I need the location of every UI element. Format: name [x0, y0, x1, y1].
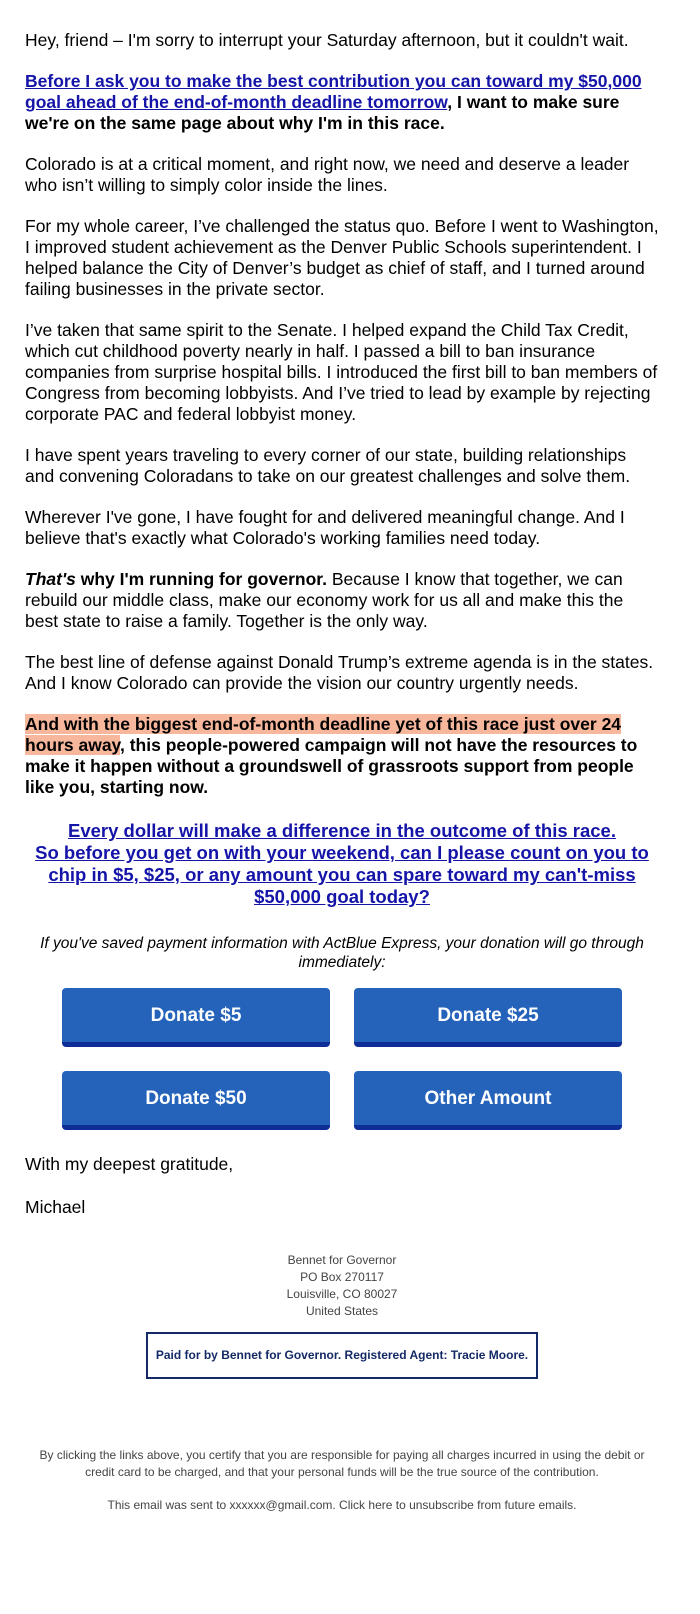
footer-country: United States — [305, 1304, 379, 1318]
body-paragraph-3: I’ve taken that same spirit to the Senate. I helped expand the Child Tax Credit, which cut childhood poverty nearly in half. I passed a bill to ban insurance companies from surprise hospital bills. I introduced the first bill to ban members of Congress from becoming lobbyists. And I’ve tried to lead by example by rejecting corporate PAC and federal lobbyist money. — [25, 320, 658, 424]
footer-address — [25, 1252, 659, 1320]
donate-50-button[interactable]: Donate $50 — [62, 1071, 330, 1130]
donate-25-button[interactable]: Donate $25 — [354, 988, 622, 1047]
body-paragraph-8 — [25, 714, 659, 798]
footer-city: Louisville, CO 80027 — [286, 1287, 398, 1301]
p6-italic: That's — [25, 569, 76, 589]
body-paragraph-4: I have spent years traveling to every corner of our state, building relationships and convening Coloradans to take on our greatest challenges and solve them. — [25, 445, 631, 486]
intro-paragraph — [25, 71, 659, 134]
p6-rest: Because I know that together, we can rebuild our middle class, make our economy work for us all and make this the best state to raise a family. Together is the only way. — [25, 569, 624, 631]
footer-org: Bennet for Governor — [287, 1253, 397, 1267]
paid-for-disclaimer: Paid for by Bennet for Governor. Registered Agent: Tracie Moore. — [146, 1332, 538, 1379]
actblue-express-note: If you've saved payment information with ActBlue Express, your donation will go through immediately: — [40, 935, 644, 971]
donate-button-grid — [25, 988, 659, 1130]
footer-po-box: PO Box 270117 — [300, 1270, 384, 1284]
body-paragraph-2: For my whole career, I’ve challenged the status quo. Before I went to Washington, I improved student achievement as the Denver Public Schools superintendent. I helped balance the City of Denver’s budget as chief of staff, and I turned around failing businesses in the private sector. — [25, 216, 659, 299]
closing-line: With my deepest gratitude, — [25, 1154, 234, 1174]
deadline-highlight: And with the biggest end-of-month deadline yet of this race just over 24 hours away — [25, 714, 622, 755]
cta-link-line-2[interactable]: So before you get on with your weekend, can I please count on you to chip in $5, $25, or any amount you can spare toward my can't-miss $50,000 goal today? — [35, 842, 649, 907]
greeting: Hey, friend – I'm sorry to interrupt your Saturday afternoon, but it couldn't wait. — [25, 30, 629, 50]
donate-5-button[interactable]: Donate $5 — [62, 988, 330, 1047]
cta-link-line-1[interactable]: Every dollar will make a difference in the outcome of this race. — [68, 820, 616, 841]
intro-contribution-link[interactable]: Before I ask you to make the best contribution you can toward my $50,000 goal ahead of the end-of-month deadline tomorrow — [25, 71, 642, 112]
p8-rest: , this people-powered campaign will not have the resources to make it happen without a groundswell of grassroots support from people like you, starting now. — [25, 735, 638, 797]
cta-block — [25, 820, 659, 908]
body-paragraph-1: Colorado is at a critical moment, and right now, we need and deserve a leader who isn’t willing to simply color inside the lines. — [25, 154, 630, 195]
body-paragraph-5: Wherever I've gone, I have fought for and delivered meaningful change. And I believe that's exactly what Colorado's working families need today. — [25, 507, 625, 548]
body-paragraph-7: The best line of defense against Donald Trump’s extreme agenda is in the states. And I know Colorado can provide the vision our country urgently needs. — [25, 652, 654, 693]
signoff — [25, 1154, 659, 1218]
signature-name: Michael — [25, 1197, 86, 1217]
body-paragraph-6 — [25, 569, 659, 632]
legal-disclaimer: By clicking the links above, you certify that you are responsible for paying all charges incurred in using the debit or credit card to be charged, and that your personal funds will be the true source of the contribution. — [39, 1448, 645, 1479]
other-amount-button[interactable]: Other Amount — [354, 1071, 622, 1130]
unsubscribe-notice[interactable]: This email was sent to xxxxxx@gmail.com. Click here to unsubscribe from future emails. — [107, 1498, 577, 1512]
intro-bold-text: , I want to make sure we're on the same page about why I'm in this race. — [25, 92, 620, 133]
p6-bold: why I'm running for governor. — [75, 569, 327, 589]
